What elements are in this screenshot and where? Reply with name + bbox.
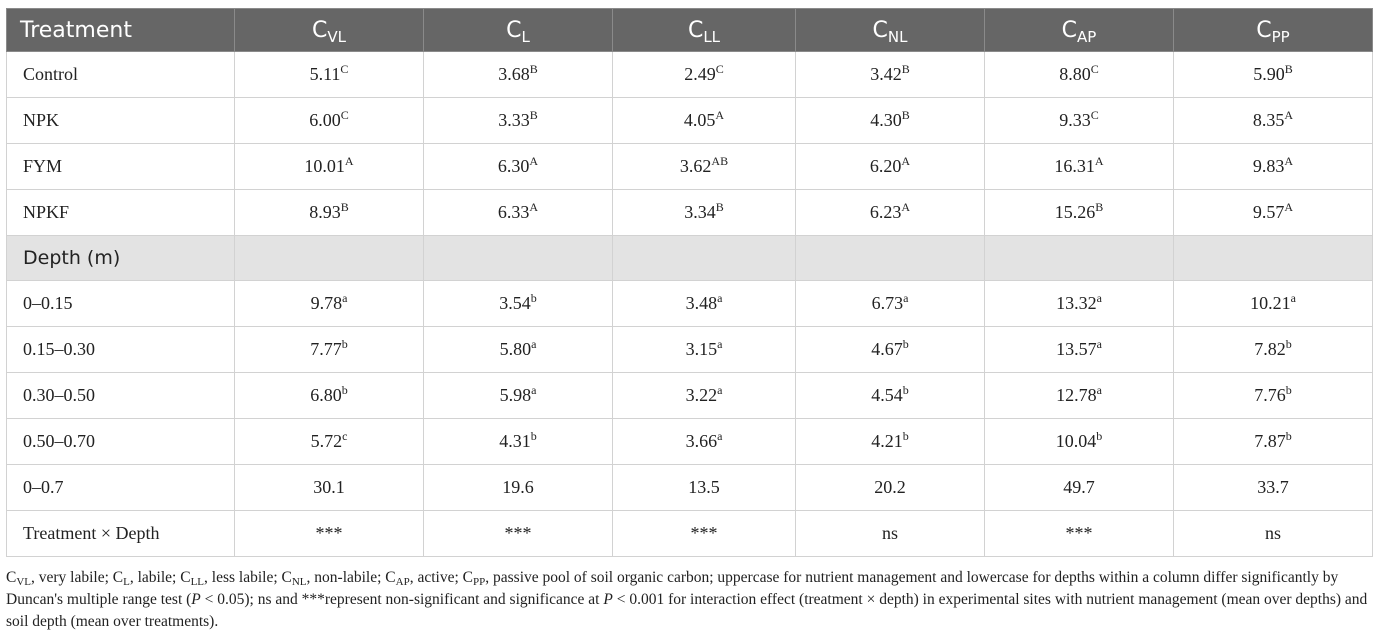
table-cell	[985, 373, 1174, 419]
table-container	[6, 8, 1372, 633]
table-cell	[796, 327, 985, 373]
table-cell	[613, 281, 796, 327]
header-col	[1174, 9, 1373, 52]
table-cell	[1174, 419, 1373, 465]
cell-significance-letter: c	[342, 429, 348, 443]
row-label: NPK	[7, 98, 235, 144]
cell-value: 4.67	[871, 339, 903, 359]
cell-value: 5.72	[310, 431, 343, 451]
table-cell	[796, 98, 985, 144]
footnote-subscript: LL	[190, 576, 205, 588]
cell-value: 4.21	[871, 431, 903, 451]
cell-value: ***	[690, 523, 718, 543]
cell-value: 7.76	[1254, 385, 1286, 405]
cell-significance-letter: B	[340, 200, 349, 214]
row-label: Control	[7, 52, 235, 98]
cell-value: 7.82	[1254, 339, 1286, 359]
header-col-sub: LL	[703, 27, 721, 46]
table-cell	[235, 419, 424, 465]
cell-value: 2.49	[684, 64, 716, 84]
table-cell	[613, 98, 796, 144]
table-cell	[1174, 327, 1373, 373]
cell-value: 6.20	[869, 156, 902, 176]
table-cell	[424, 144, 613, 190]
table-cell	[1174, 52, 1373, 98]
cell-value: 5.80	[499, 339, 532, 359]
footnote-subscript: PP	[473, 576, 486, 588]
row-label: FYM	[7, 144, 235, 190]
footnote-text: , very labile; C	[31, 569, 124, 586]
header-col-sub: NL	[887, 27, 908, 46]
table-cell	[985, 465, 1174, 511]
cell-significance-letter: a	[531, 383, 537, 397]
cell-significance-letter: B	[529, 62, 538, 76]
cell-significance-letter: a	[717, 383, 723, 397]
cell-value: 3.42	[870, 64, 902, 84]
cell-significance-letter: a	[903, 291, 909, 305]
table-cell	[235, 327, 424, 373]
header-col-base: C	[872, 17, 888, 43]
footnote-text: , non-labile; C	[306, 569, 396, 586]
cell-value: 6.23	[869, 202, 902, 222]
cell-significance-letter: b	[530, 291, 537, 305]
section-empty-cell	[1174, 236, 1373, 281]
cell-value: 5.11	[309, 64, 341, 84]
cell-significance-letter: C	[340, 108, 349, 122]
cell-value: 10.01	[304, 156, 345, 176]
cell-value: 13.32	[1056, 293, 1097, 313]
cell-significance-letter: B	[901, 108, 910, 122]
cell-value: 3.22	[685, 385, 718, 405]
table-cell	[235, 98, 424, 144]
cell-significance-letter: a	[1096, 337, 1102, 351]
table-cell	[1174, 98, 1373, 144]
header-treatment: Treatment	[7, 9, 235, 52]
cell-value: 3.62	[679, 156, 712, 176]
cell-value: 4.31	[499, 431, 531, 451]
table-cell	[235, 281, 424, 327]
table-cell	[1174, 373, 1373, 419]
cell-significance-letter: A	[1094, 154, 1104, 168]
cell-significance-letter: A	[529, 154, 539, 168]
cell-value: 3.34	[684, 202, 716, 222]
table-cell	[796, 144, 985, 190]
table-cell	[985, 144, 1174, 190]
table-cell	[235, 511, 424, 557]
cell-significance-letter: b	[1285, 383, 1292, 397]
cell-value: 3.33	[498, 110, 530, 130]
cell-significance-letter: A	[901, 200, 911, 214]
header-col-sub: AP	[1077, 27, 1097, 46]
table-cell	[424, 465, 613, 511]
table-row	[7, 327, 1373, 373]
table-cell	[796, 373, 985, 419]
table-row	[7, 373, 1373, 419]
header-col-base: C	[1256, 17, 1272, 43]
cell-value: 15.26	[1054, 202, 1096, 222]
table-row	[7, 419, 1373, 465]
table-cell	[235, 190, 424, 236]
table-cell	[796, 511, 985, 557]
table-cell	[424, 190, 613, 236]
table-row	[7, 190, 1373, 236]
section-empty-cell	[985, 236, 1174, 281]
footnote-text: , labile; C	[129, 569, 191, 586]
header-col-sub: VL	[327, 27, 346, 46]
cell-significance-letter: a	[342, 291, 348, 305]
table-cell	[613, 327, 796, 373]
cell-value: 9.83	[1252, 156, 1285, 176]
table-cell	[985, 511, 1174, 557]
table-body	[7, 52, 1373, 557]
table-cell	[1174, 511, 1373, 557]
cell-significance-letter: a	[717, 337, 723, 351]
cell-significance-letter: A	[1284, 154, 1294, 168]
cell-value: 12.78	[1056, 385, 1097, 405]
cell-value: 9.33	[1059, 110, 1091, 130]
table-cell	[613, 511, 796, 557]
cell-value: 7.87	[1254, 431, 1286, 451]
cell-significance-letter: A	[1284, 200, 1294, 214]
cell-value: 13.57	[1056, 339, 1097, 359]
cell-significance-letter: b	[341, 383, 348, 397]
cell-significance-letter: A	[529, 200, 539, 214]
header-row	[7, 9, 1373, 52]
cell-significance-letter: a	[1096, 383, 1102, 397]
cell-value: ***	[504, 523, 532, 543]
table-cell	[613, 144, 796, 190]
row-label: 0–0.7	[7, 465, 235, 511]
footnote-italic: P	[191, 591, 201, 608]
cell-significance-letter: B	[1095, 200, 1104, 214]
footnote-italic: P	[603, 591, 613, 608]
cell-value: 6.80	[310, 385, 342, 405]
table-cell	[235, 373, 424, 419]
cell-significance-letter: B	[715, 200, 724, 214]
footnote-text: < 0.001 for interaction effect (treatment × depth) in experimental sites with nutrient management (mean over depths) and soil depth (mean over treatments).	[6, 591, 1368, 630]
table-cell	[613, 190, 796, 236]
table-row	[7, 144, 1373, 190]
table-row	[7, 465, 1373, 511]
cell-significance-letter: B	[529, 108, 538, 122]
table-row	[7, 281, 1373, 327]
table-cell	[796, 465, 985, 511]
table-cell	[613, 373, 796, 419]
table-cell	[985, 98, 1174, 144]
cell-significance-letter: b	[1285, 429, 1292, 443]
cell-significance-letter: a	[717, 291, 723, 305]
cell-significance-letter: b	[902, 383, 909, 397]
table-cell	[1174, 465, 1373, 511]
table-cell	[796, 419, 985, 465]
cell-significance-letter: b	[341, 337, 348, 351]
header-col-sub: PP	[1271, 27, 1290, 46]
cell-significance-letter: a	[1290, 291, 1296, 305]
footnote-text: , passive pool of soil organic carbon; uppercase for nutrient management and lowercase for depths within a column differ significantly by Duncan's multiple range test (	[6, 569, 1339, 608]
cell-significance-letter: b	[1096, 429, 1103, 443]
footnote-subscript: VL	[16, 576, 32, 588]
cell-value: 3.66	[685, 431, 718, 451]
cell-significance-letter: a	[717, 429, 723, 443]
table-cell	[985, 327, 1174, 373]
row-label: 0.30–0.50	[7, 373, 235, 419]
cell-value: 4.05	[683, 110, 716, 130]
table-row	[7, 511, 1373, 557]
cell-significance-letter: A	[715, 108, 725, 122]
table-cell	[796, 52, 985, 98]
cell-value: 6.30	[497, 156, 530, 176]
cell-value: 3.54	[499, 293, 531, 313]
soil-carbon-table	[6, 8, 1373, 557]
table-cell	[1174, 144, 1373, 190]
cell-significance-letter: A	[901, 154, 911, 168]
cell-significance-letter: b	[530, 429, 537, 443]
section-row-depth	[7, 236, 1373, 281]
table-cell	[613, 419, 796, 465]
header-col-sub: L	[521, 27, 530, 46]
cell-value: 4.54	[871, 385, 903, 405]
cell-value: 7.77	[310, 339, 342, 359]
cell-value: 19.6	[502, 477, 534, 497]
cell-value: 3.15	[685, 339, 718, 359]
footnote-text: C	[6, 569, 17, 586]
cell-value: 3.48	[685, 293, 718, 313]
cell-value: 10.04	[1055, 431, 1097, 451]
footnote-subscript: NL	[291, 576, 307, 588]
cell-value: 9.57	[1252, 202, 1285, 222]
cell-significance-letter: b	[902, 337, 909, 351]
cell-value: 6.00	[309, 110, 341, 130]
cell-value: 4.30	[870, 110, 902, 130]
cell-value: 30.1	[313, 477, 345, 497]
table-row	[7, 52, 1373, 98]
cell-value: 8.80	[1059, 64, 1091, 84]
footnote-text: , less labile; C	[204, 569, 292, 586]
footnote-subscript: L	[123, 576, 130, 588]
table-cell	[235, 52, 424, 98]
cell-value: ns	[1264, 523, 1281, 543]
row-label: 0.15–0.30	[7, 327, 235, 373]
header-col-base: C	[506, 17, 522, 43]
footnote-text: , active; C	[409, 569, 473, 586]
table-cell	[613, 52, 796, 98]
table-row	[7, 98, 1373, 144]
cell-significance-letter: a	[531, 337, 537, 351]
table-cell	[613, 465, 796, 511]
table-cell	[424, 511, 613, 557]
header-col-base: C	[312, 17, 328, 43]
cell-value: ns	[881, 523, 898, 543]
cell-value: 3.68	[498, 64, 530, 84]
cell-value: 9.78	[310, 293, 343, 313]
cell-value: 8.35	[1252, 110, 1285, 130]
cell-significance-letter: C	[715, 62, 724, 76]
section-label: Depth (m)	[7, 236, 235, 281]
cell-value: 20.2	[874, 477, 906, 497]
header-col	[424, 9, 613, 52]
header-col	[235, 9, 424, 52]
table-cell	[424, 52, 613, 98]
header-col-base: C	[687, 17, 704, 43]
cell-value: 5.98	[499, 385, 532, 405]
cell-significance-letter: C	[340, 62, 349, 76]
cell-significance-letter: A	[344, 154, 354, 168]
header-col	[796, 9, 985, 52]
cell-value: 16.31	[1054, 156, 1095, 176]
cell-significance-letter: B	[1284, 62, 1293, 76]
cell-significance-letter: A	[1284, 108, 1294, 122]
cell-value: 6.33	[497, 202, 530, 222]
table-footnote	[6, 567, 1372, 633]
cell-significance-letter: B	[901, 62, 910, 76]
cell-significance-letter: AB	[711, 154, 729, 168]
section-empty-cell	[235, 236, 424, 281]
header-col	[613, 9, 796, 52]
table-cell	[1174, 281, 1373, 327]
table-cell	[985, 190, 1174, 236]
table-cell	[424, 281, 613, 327]
table-cell	[985, 52, 1174, 98]
cell-significance-letter: C	[1090, 108, 1099, 122]
section-empty-cell	[424, 236, 613, 281]
cell-value: 13.5	[688, 477, 720, 497]
footnote-text: < 0.05); ns and ***represent non-significant and significance at	[200, 591, 604, 608]
table-cell	[424, 373, 613, 419]
section-empty-cell	[796, 236, 985, 281]
table-cell	[796, 190, 985, 236]
cell-value: 5.90	[1253, 64, 1285, 84]
table-cell	[235, 465, 424, 511]
table-cell	[424, 327, 613, 373]
table-cell	[424, 98, 613, 144]
row-label: 0–0.15	[7, 281, 235, 327]
table-cell	[235, 144, 424, 190]
cell-value: 49.7	[1063, 477, 1095, 497]
cell-value: 10.21	[1250, 293, 1291, 313]
footnote-subscript: AP	[395, 576, 410, 588]
cell-value: 33.7	[1257, 477, 1289, 497]
cell-value: ***	[315, 523, 343, 543]
section-empty-cell	[613, 236, 796, 281]
table-cell	[985, 419, 1174, 465]
row-label: NPKF	[7, 190, 235, 236]
cell-significance-letter: b	[902, 429, 909, 443]
table-cell	[1174, 190, 1373, 236]
cell-value: ***	[1065, 523, 1093, 543]
row-label: Treatment × Depth	[7, 511, 235, 557]
cell-significance-letter: C	[1090, 62, 1099, 76]
table-cell	[796, 281, 985, 327]
header-col	[985, 9, 1174, 52]
header-col-base: C	[1061, 17, 1078, 43]
cell-value: 6.73	[871, 293, 904, 313]
cell-value: 8.93	[309, 202, 341, 222]
cell-significance-letter: b	[1285, 337, 1292, 351]
table-cell	[985, 281, 1174, 327]
table-cell	[424, 419, 613, 465]
cell-significance-letter: a	[1096, 291, 1102, 305]
row-label: 0.50–0.70	[7, 419, 235, 465]
